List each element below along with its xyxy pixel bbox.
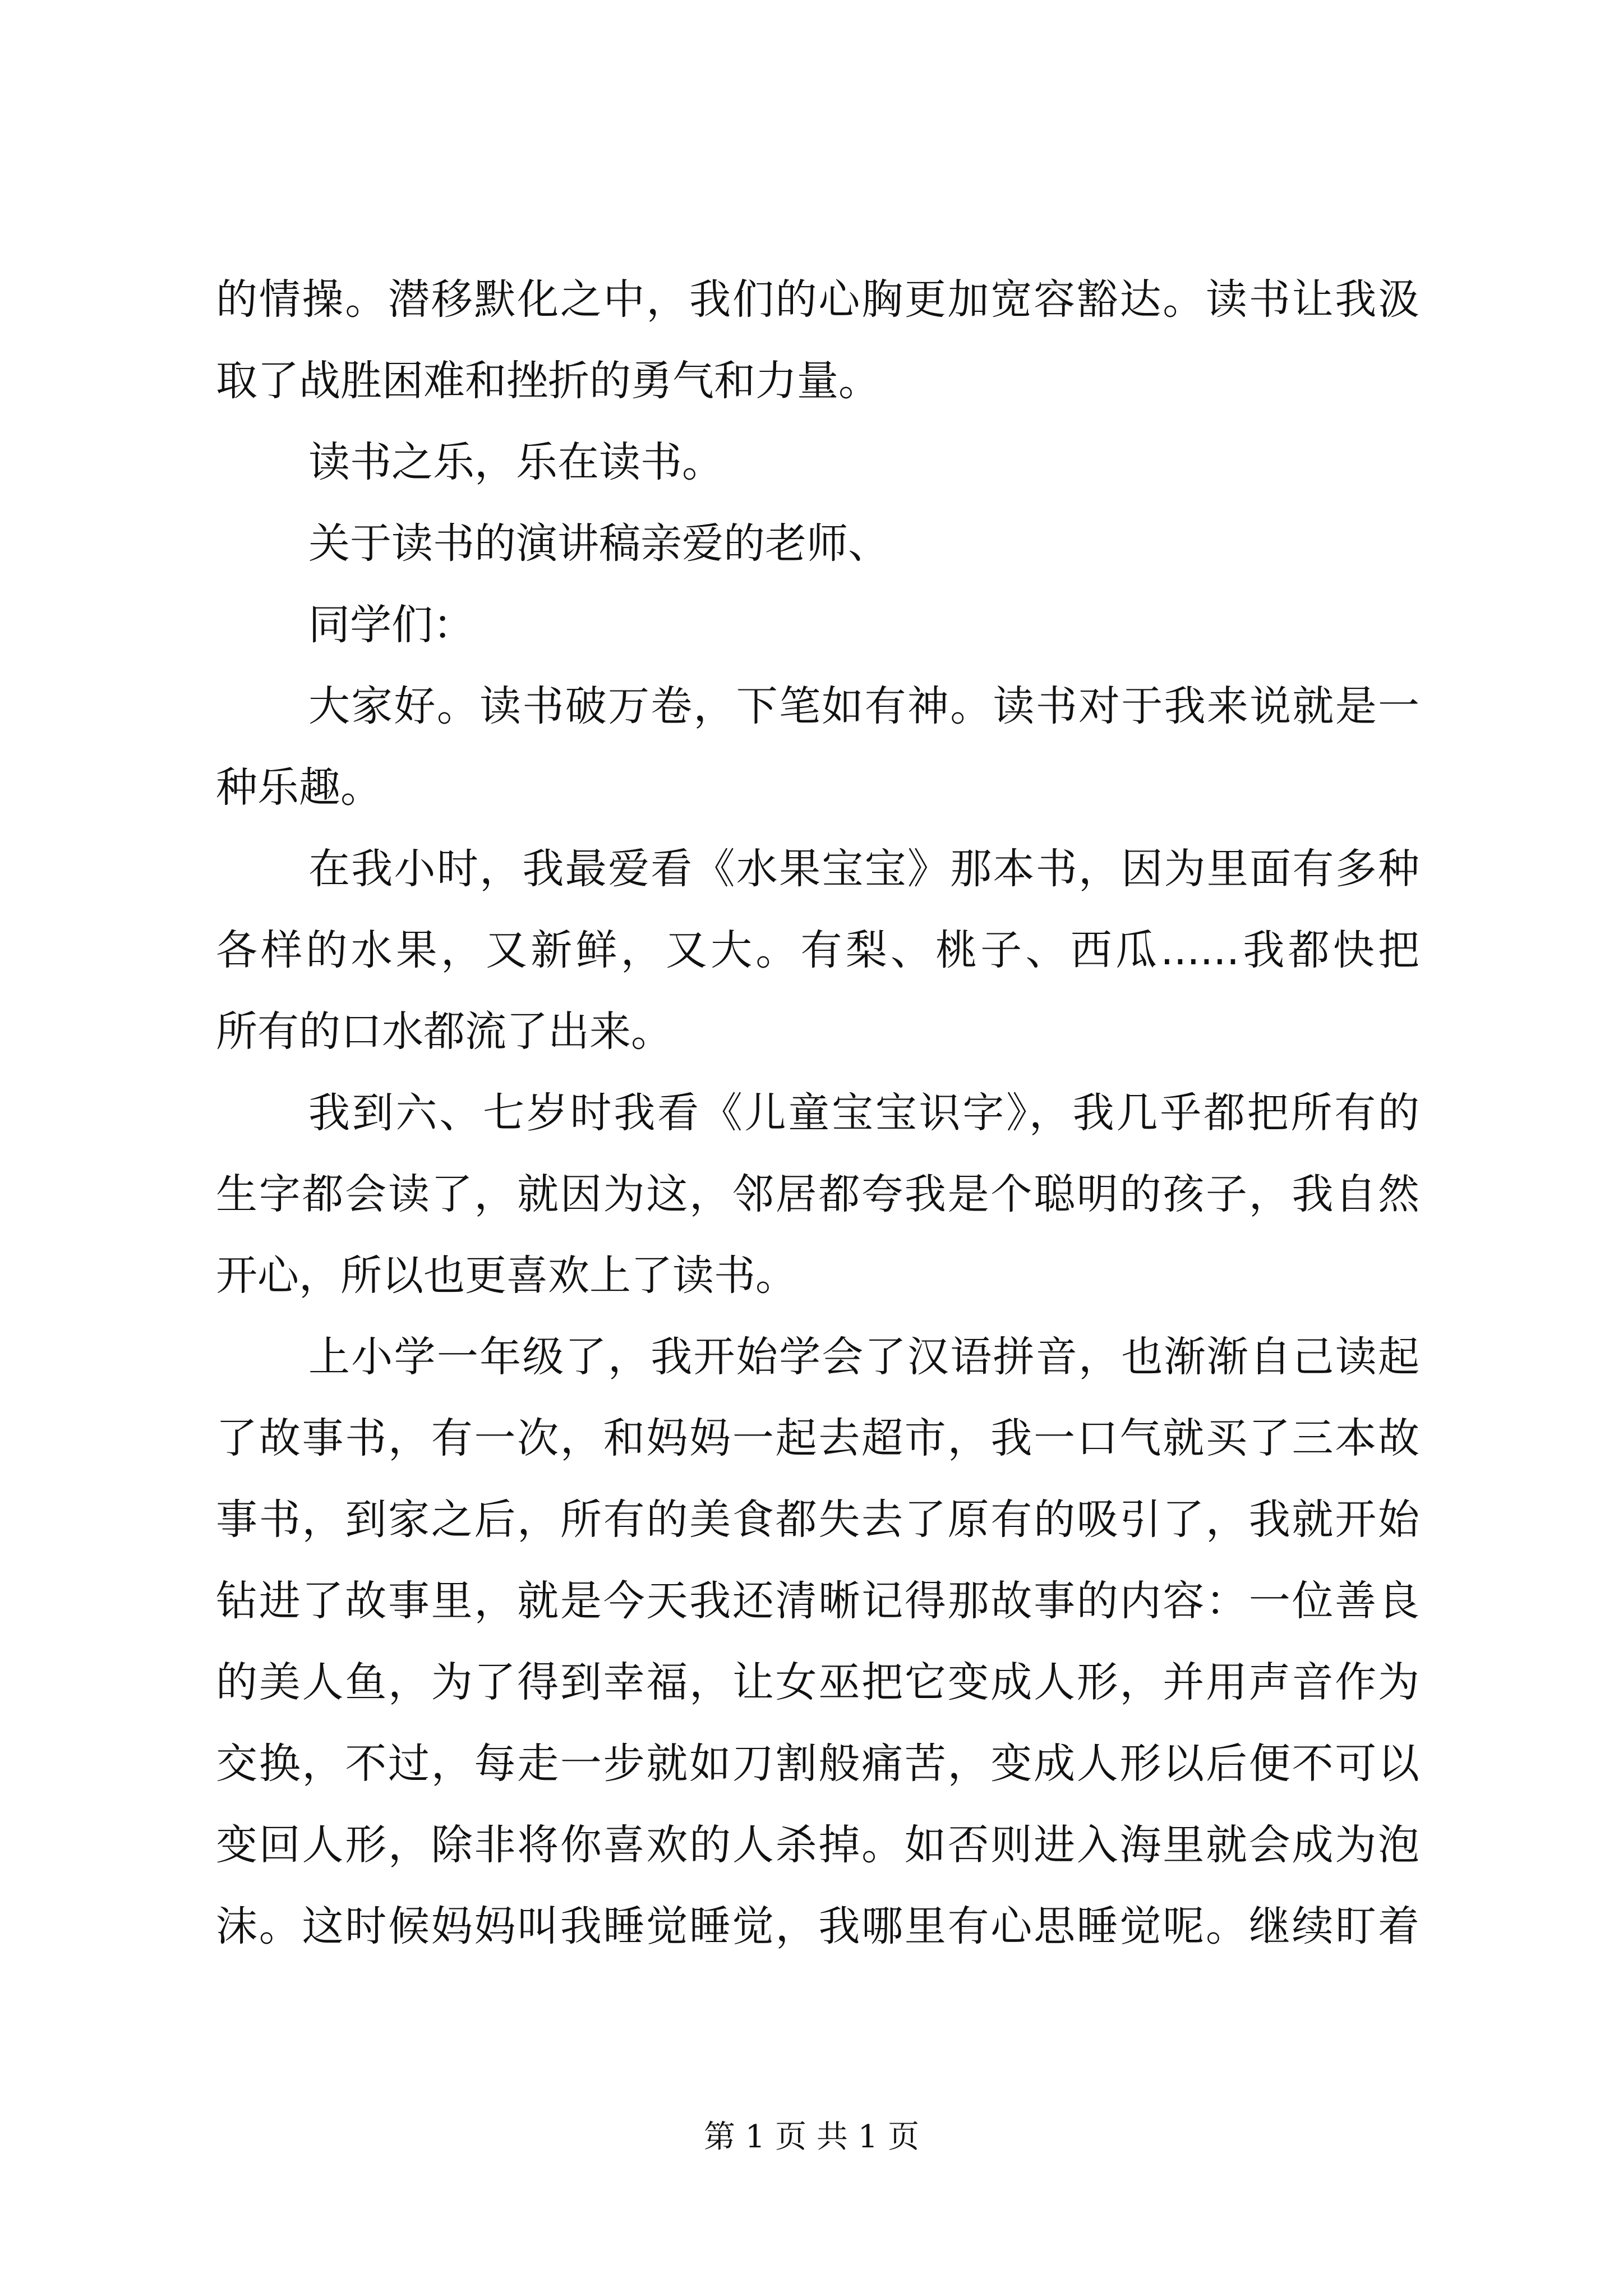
text-line: 所有的口水都流了出来。 bbox=[216, 1007, 672, 1056]
text-line: 的美人鱼，为了得到幸福，让女巫把它变成人形，并用声音作为 bbox=[216, 1658, 1419, 1706]
text-line: 变回人形，除非将你喜欢的人杀掉。如否则进入海里就会成为泡 bbox=[216, 1821, 1419, 1869]
text-line: 各样的水果，又新鲜，又大。有梨、桃子、西瓜......我都快把 bbox=[216, 926, 1419, 974]
text-line: 开心，所以也更喜欢上了读书。 bbox=[216, 1251, 797, 1300]
body-text bbox=[216, 259, 1419, 1967]
text-line: 了故事书，有一次，和妈妈一起去超市，我一口气就买了三本故 bbox=[216, 1414, 1419, 1462]
paragraph-line: 我到六、七岁时我看《儿童宝宝识字》，我几乎都把所有的 bbox=[308, 1089, 1419, 1137]
speech-title-line: 关于读书的演讲稿亲爱的老师、 bbox=[308, 519, 889, 568]
page-footer: 第 1 页 共 1 页 bbox=[703, 2119, 920, 2155]
salutation-line: 同学们： bbox=[308, 601, 474, 649]
paragraph-line: 上小学一年级了，我开始学会了汉语拼音，也渐渐自己读起 bbox=[308, 1333, 1419, 1381]
text-line: 钻进了故事里，就是今天我还清晰记得那故事的内容：一位善良 bbox=[216, 1577, 1419, 1625]
paragraph-line: 在我小时，我最爱看《水果宝宝》那本书，因为里面有多种 bbox=[308, 845, 1419, 893]
text-line: 取了战胜困难和挫折的勇气和力量。 bbox=[216, 357, 880, 405]
text-line: 事书，到家之后，所有的美食都失去了原有的吸引了，我就开始 bbox=[216, 1496, 1419, 1544]
text-line: 生字都会读了，就因为这，邻居都夸我是个聪明的孩子，我自然 bbox=[216, 1170, 1419, 1218]
paragraph-line: 大家好。读书破万卷，下笔如有神。读书对于我来说就是一 bbox=[308, 682, 1419, 730]
text-line: 交换，不过，每走一步就如刀割般痛苦，变成人形以后便不可以 bbox=[216, 1740, 1419, 1788]
text-line: 沫。这时候妈妈叫我睡觉睡觉，我哪里有心思睡觉呢。继续盯着 bbox=[216, 1902, 1419, 1950]
text-line: 的情操。潜移默化之中，我们的心胸更加宽容豁达。读书让我汲 bbox=[216, 275, 1419, 324]
paragraph-line: 读书之乐，乐在读书。 bbox=[308, 438, 723, 486]
text-line: 种乐趣。 bbox=[216, 763, 382, 812]
